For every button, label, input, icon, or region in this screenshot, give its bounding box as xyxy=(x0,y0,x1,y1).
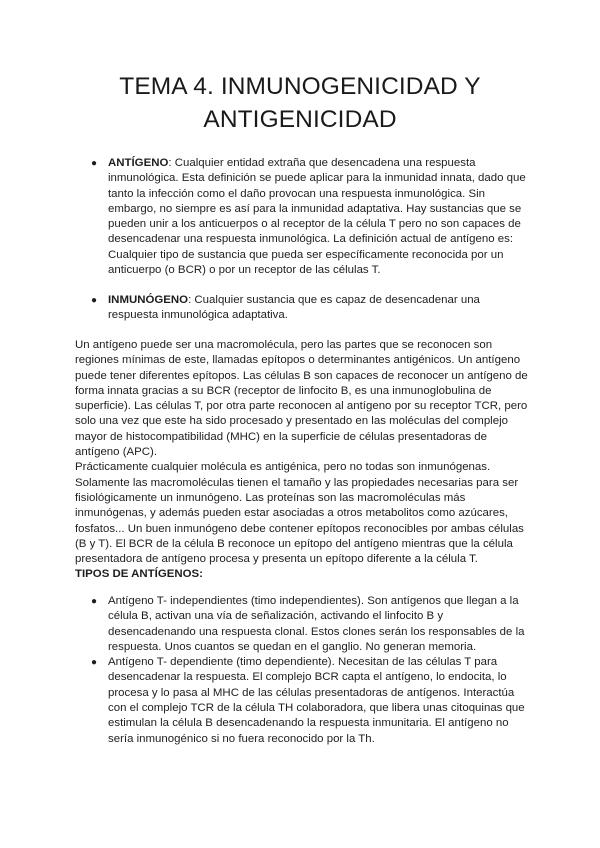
antigen-type-text: Antígeno T- independientes (timo independientes). Son antígenos que llegan a la célula B, activan una vía de señalización, activando el linfocito B y desencadenando una respuesta clonal. Estos clones serán los responsables de la respuesta. Unos cuantos se quedan en el ganglio. No generan memoria. xyxy=(108,595,525,653)
definitions-list xyxy=(91,156,528,278)
definition-inmunogeno xyxy=(91,293,528,324)
body-paragraph-1: Un antígeno puede ser una macromolécula, pero las partes que se reconocen son regiones mínimas de este, llamadas epítopos o determinantes antigénicos. Un antígeno puede tener diferentes epítopos. Las células B son capaces de reconocer un antígeno de forma innata gracias a su BCR (receptor de linfocito B, es una inmunoglobulina de superficie). Las células T, por otra parte reconocen al antígeno por su receptor TCR, pero solo una vez que este ha sido procesado y presentado en las moléculas del complejo mayor de histocompatibilidad (MHC) en la superficie de células presentadoras de antígeno (APC). xyxy=(75,339,528,459)
definition-term: INMUNÓGENO xyxy=(108,294,189,306)
bullet-icon: ● xyxy=(91,295,98,306)
body-paragraph-2: Prácticamente cualquier molécula es antigénica, pero no todas son inmunógenas. Solamente las macromoléculas tienen el tamaño y las propiedades necesarias para ser fisiológicamente un inmunógeno. Las proteínas son las macromoléculas más inmunógenas, y además pueden estar asociadas a otros metabolitos como azúcares, fosfatos... Un buen inmunógeno debe contener epítopos reconocibles por ambas células (B y T). El BCR de la célula B reconoce un epítopo del antígeno mientras que la célula presentadora de antígeno procesa y presenta un epítopo diferente a la célula T. xyxy=(75,461,524,566)
antigen-types-list xyxy=(91,594,528,747)
section-heading: TIPOS DE ANTÍGENOS: xyxy=(75,568,203,580)
definitions-list-2 xyxy=(91,293,528,324)
bullet-icon: ● xyxy=(91,657,98,669)
title-line-2: ANTIGENICIDAD xyxy=(203,106,397,133)
definition-text: : Cualquier sustancia que es capaz de desencadenar una respuesta inmunológica adaptativa. xyxy=(108,294,480,322)
antigen-type-text: Antígeno T- dependiente (timo dependiente). Necesitan de las células T para desencadenar la respuesta. El complejo BCR capta el antígeno, lo endocita, lo procesa y lo pasa al MHC de las células presentadoras de antígenos. Interactúa con el complejo TCR de la célula TH colaboradora, que libera unas citoquinas que estimulan la célula B desencadenando la respuesta inmunitaria. El antígeno no sería inmunogénico si no fuera reconocido por la Th. xyxy=(108,656,525,745)
bullet-icon: ● xyxy=(91,596,98,607)
page-title xyxy=(60,70,540,136)
antigen-type-item xyxy=(91,594,528,655)
definition-text: : Cualquier entidad extraña que desencadena una respuesta inmunológica. Esta definición se puede aplicar para la inmunidad innata, dado que tanto la infección como el daño provocan una respuesta inmunológica. Sin embargo, no siempre es así para la inmunidad adaptativa. Hay sustancias que se pueden unir a los anticuerpos o al receptor de la célula T pero no son capaces de desencadenar una respuesta inmunológica. La definición actual de antígeno es: Cualquier tipo de sustancia que pueda ser específicamente reconocida por un anticuerpo (o BCR) o por un receptor de las células T. xyxy=(108,157,526,277)
bullet-icon: ● xyxy=(91,158,98,169)
antigen-type-item xyxy=(91,655,528,747)
body-text xyxy=(75,338,529,567)
definition-term: ANTÍGENO xyxy=(108,157,169,169)
definition-antigeno xyxy=(91,156,528,278)
title-line-1: TEMA 4. INMUNOGENICIDAD Y xyxy=(119,73,481,100)
